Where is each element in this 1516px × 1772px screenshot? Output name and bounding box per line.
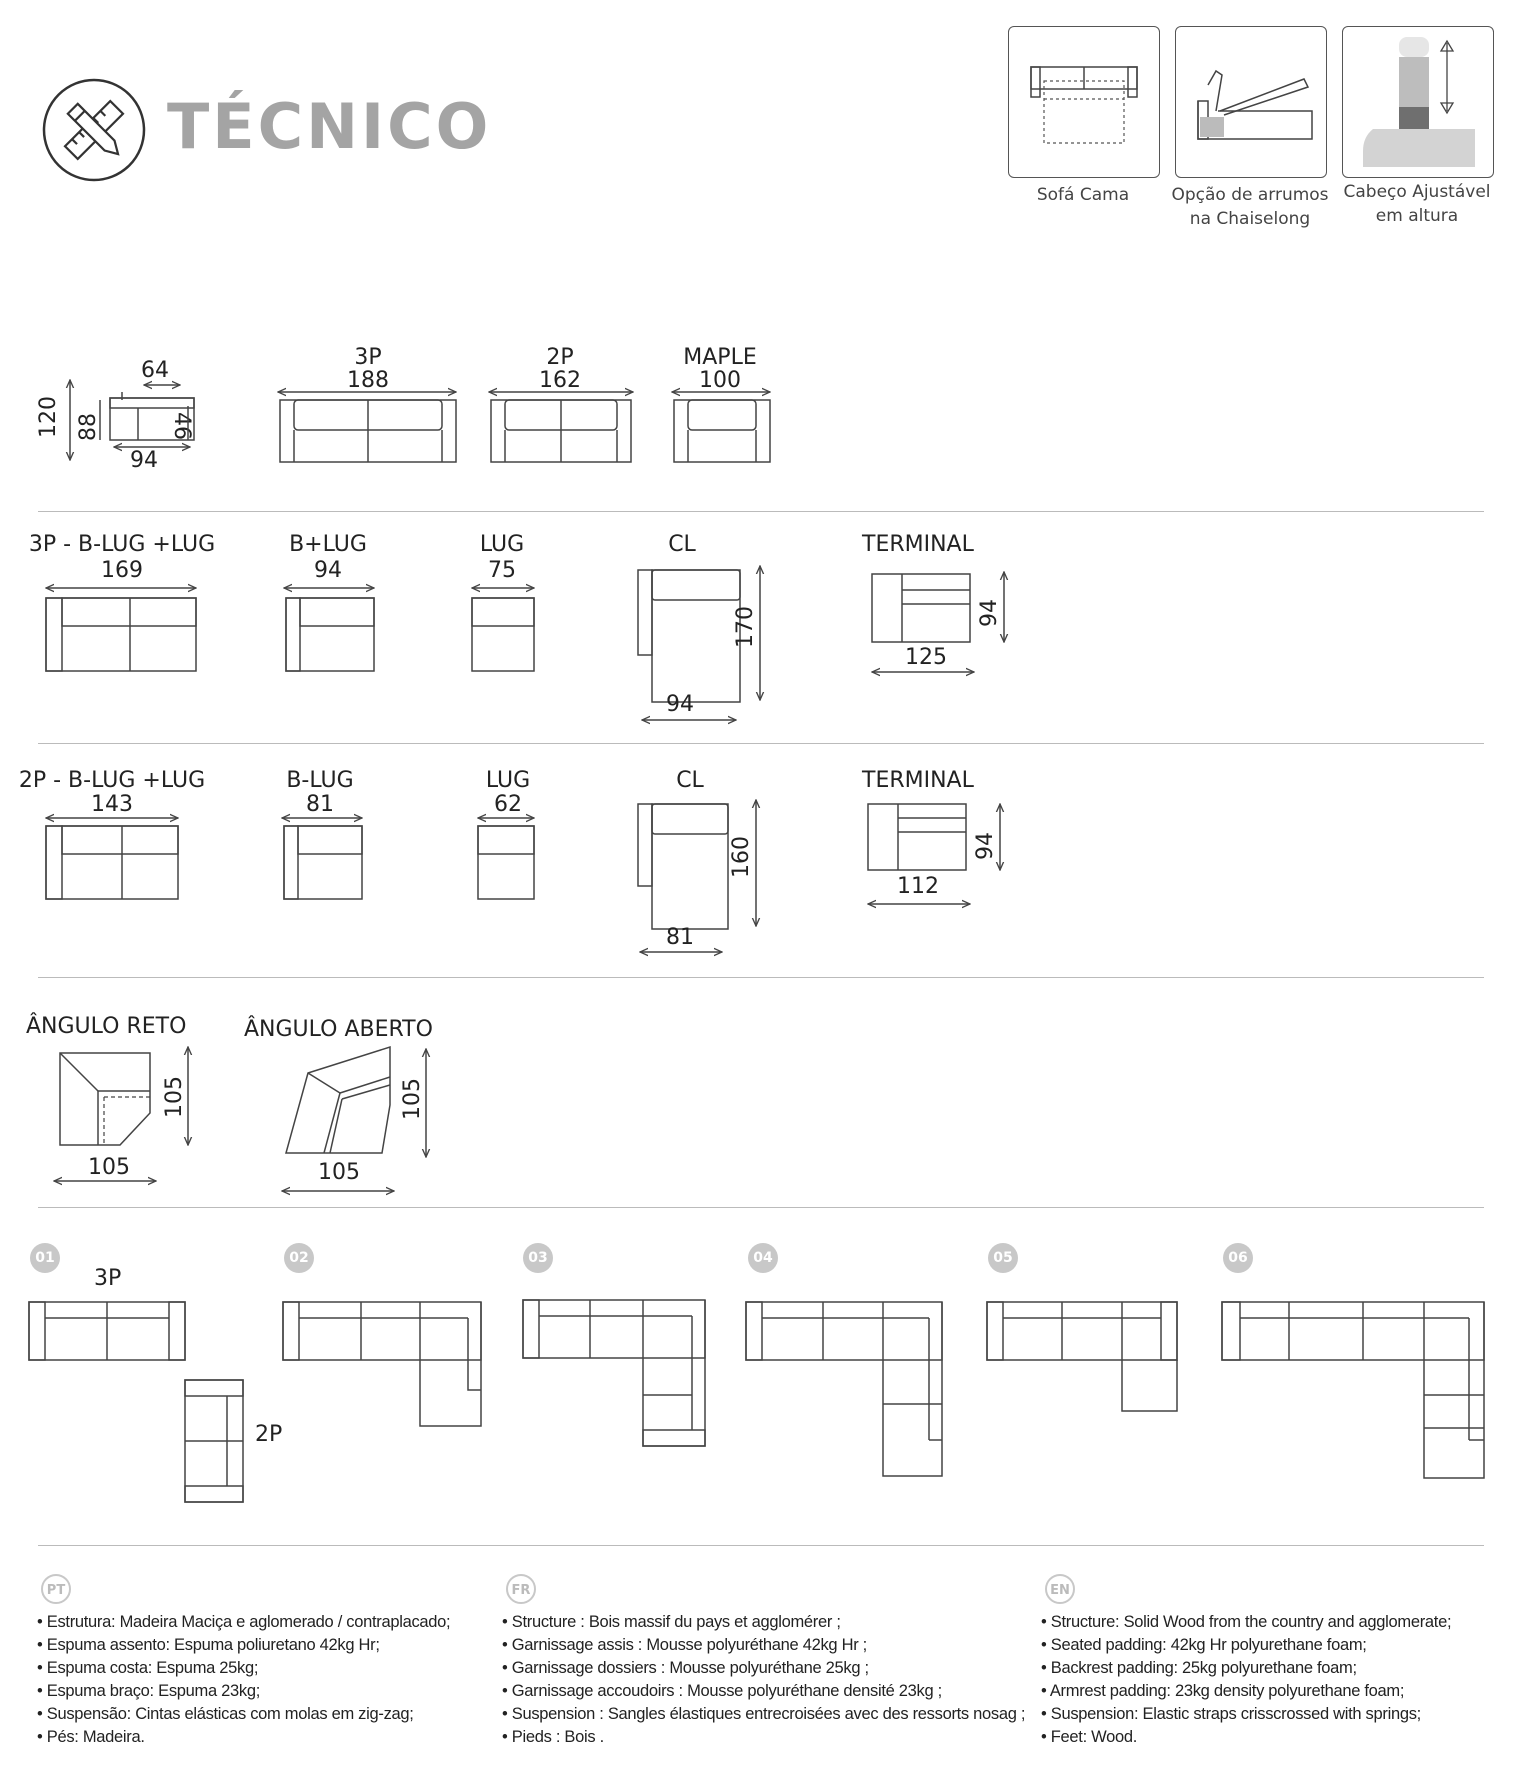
page-title: TÉCNICO	[167, 90, 492, 163]
sofa-bed-icon	[1009, 27, 1159, 177]
row3-cl-drawing	[636, 796, 766, 961]
feature-adjustable-headrest	[1342, 26, 1494, 178]
row1-label-2p: 2P	[546, 345, 574, 370]
spec-line: • Garnissage accoudoirs : Mousse polyuréthane densité 23kg ;	[502, 1682, 942, 1700]
divider-5	[38, 1545, 1484, 1546]
row1-dim-3p: 188	[347, 368, 389, 393]
spec-line: • Pieds : Bois .	[502, 1728, 604, 1746]
feature-label-chaise-storage: Opção de arrumos na Chaiselong	[1171, 185, 1329, 229]
specs-pt	[37, 1611, 450, 1749]
row3-blug-drawing	[280, 814, 370, 904]
row2-cl-dim-h: 94	[666, 692, 694, 717]
config-05-drawing	[986, 1300, 1181, 1415]
row2-dim-lug: 75	[488, 558, 516, 583]
row2-label-3p-blug: 3P - B-LUG +LUG	[28, 532, 216, 557]
row1-label-maple: MAPLE	[683, 345, 757, 370]
spec-line: • Garnissage dossiers : Mousse polyuréthane 25kg ;	[502, 1659, 869, 1677]
spec-line: • Pés: Madeira.	[37, 1728, 145, 1746]
angulo-reto-dim-v: 105	[162, 1076, 187, 1118]
spec-line: • Garnissage assis : Mousse polyuréthane 42kg Hr ;	[502, 1636, 867, 1654]
config-01-drawing	[28, 1300, 248, 1505]
config-label-2p: 2P	[255, 1422, 283, 1447]
spec-line: • Espuma assento: Espuma poliuretano 42kg Hr;	[37, 1636, 380, 1654]
row3-terminal-dim-v: 94	[973, 832, 998, 860]
row2-blug-drawing	[282, 580, 382, 675]
row4-label-angulo-reto: ÂNGULO RETO	[26, 1014, 187, 1039]
row2-label-cl: CL	[668, 532, 696, 557]
config-badge-06: 06	[1223, 1243, 1253, 1273]
feature-label-adjustable-headrest: Cabeço Ajustável em altura	[1343, 182, 1491, 226]
sofa-maple-drawing	[670, 388, 780, 478]
config-badge-05: 05	[988, 1243, 1018, 1273]
row2-lug-drawing	[470, 580, 540, 675]
side-depth: 94	[130, 448, 158, 473]
angulo-aberto-dim-v: 105	[400, 1078, 425, 1120]
row3-2p-blug-drawing	[44, 814, 184, 904]
config-06-drawing	[1221, 1300, 1485, 1482]
row3-label-2p-blug: 2P - B-LUG +LUG	[18, 768, 206, 793]
chaise-storage-icon	[1176, 27, 1326, 177]
config-02-drawing	[282, 1300, 482, 1430]
lang-badge-pt: PT	[41, 1574, 71, 1604]
config-label-3p: 3P	[94, 1266, 122, 1291]
row2-dim-3p-blug: 169	[101, 558, 143, 583]
lang-badge-en: EN	[1045, 1574, 1075, 1604]
spec-line: • Suspension: Elastic straps crisscrossed with springs;	[1041, 1705, 1421, 1723]
row2-label-lug: LUG	[479, 532, 525, 557]
row3-lug-drawing	[476, 814, 546, 904]
row3-label-lug: LUG	[485, 768, 531, 793]
row3-label-cl: CL	[676, 768, 704, 793]
config-03-drawing	[522, 1298, 707, 1448]
side-height-total: 120	[36, 396, 61, 438]
row2-terminal-dim-v: 94	[977, 599, 1002, 627]
row3-dim-2p-blug: 143	[91, 792, 133, 817]
row3-terminal-dim-h: 112	[897, 874, 939, 899]
side-width: 64	[141, 358, 169, 383]
row3-cl-dim-v: 160	[729, 836, 754, 878]
row4-label-angulo-aberto: ÂNGULO ABERTO	[244, 1017, 433, 1042]
sofa-2p-drawing	[487, 388, 637, 478]
side-profile-drawing	[60, 370, 210, 470]
config-badge-01: 01	[30, 1243, 60, 1273]
feature-label-sofa-bed: Sofá Cama	[1036, 185, 1130, 205]
spec-line: • Backrest padding: 25kg polyurethane foam;	[1041, 1659, 1357, 1677]
spec-line: • Suspension : Sangles élastiques entrecroisées avec des ressorts nosag ;	[502, 1705, 1026, 1723]
spec-line: • Suspensão: Cintas elásticas com molas em zig-zag;	[37, 1705, 414, 1723]
row3-dim-blug: 81	[306, 792, 334, 817]
ruler-pencil-icon	[42, 78, 146, 182]
spec-line: • Espuma costa: Espuma 25kg;	[37, 1659, 259, 1677]
row3-dim-lug: 62	[494, 792, 522, 817]
divider-2	[38, 743, 1484, 744]
row3-label-terminal: TERMINAL	[862, 768, 974, 793]
lang-badge-fr: FR	[506, 1574, 536, 1604]
divider-1	[38, 511, 1484, 512]
row2-label-terminal: TERMINAL	[862, 532, 974, 557]
feature-sofa-bed	[1008, 26, 1160, 178]
feature-chaise-storage	[1175, 26, 1327, 178]
angulo-aberto-drawing	[280, 1045, 440, 1200]
angulo-reto-drawing	[52, 1045, 212, 1190]
row3-label-blug: B-LUG	[286, 768, 354, 793]
angulo-reto-dim-h: 105	[88, 1155, 130, 1180]
row1-dim-maple: 100	[699, 368, 741, 393]
adjustable-headrest-icon	[1343, 27, 1493, 177]
spec-line: • Seated padding: 42kg Hr polyurethane foam;	[1041, 1636, 1367, 1654]
row2-cl-dim-v: 170	[733, 606, 758, 648]
sofa-3p-drawing	[276, 388, 460, 478]
spec-line: • Structure : Bois massif du pays et agglomérer ;	[502, 1613, 841, 1631]
spec-line: • Espuma braço: Espuma 23kg;	[37, 1682, 260, 1700]
specs-en	[1041, 1611, 1451, 1749]
angulo-aberto-dim-h: 105	[318, 1160, 360, 1185]
spec-line: • Estrutura: Madeira Maciça e aglomerado / contraplacado;	[37, 1613, 451, 1631]
divider-4	[38, 1207, 1484, 1208]
row2-label-blug: B+LUG	[289, 532, 367, 557]
row2-3p-blug-drawing	[44, 580, 204, 675]
row2-dim-blug: 94	[314, 558, 342, 583]
divider-3	[38, 977, 1484, 978]
config-04-drawing	[745, 1300, 945, 1480]
spec-line: • Structure: Solid Wood from the country and agglomerate;	[1041, 1613, 1452, 1631]
row3-cl-dim-h: 81	[666, 925, 694, 950]
row1-label-3p: 3P	[354, 345, 382, 370]
config-badge-04: 04	[748, 1243, 778, 1273]
config-badge-02: 02	[284, 1243, 314, 1273]
side-height-seat: 88	[76, 413, 101, 441]
header-logo	[42, 78, 146, 182]
row2-terminal-dim-h: 125	[905, 645, 947, 670]
side-height-arm: 46	[169, 412, 194, 440]
specs-fr	[502, 1611, 1025, 1749]
row1-dim-2p: 162	[539, 368, 581, 393]
spec-line: • Feet: Wood.	[1041, 1728, 1138, 1746]
config-badge-03: 03	[523, 1243, 553, 1273]
spec-line: • Armrest padding: 23kg density polyurethane foam;	[1041, 1682, 1405, 1700]
